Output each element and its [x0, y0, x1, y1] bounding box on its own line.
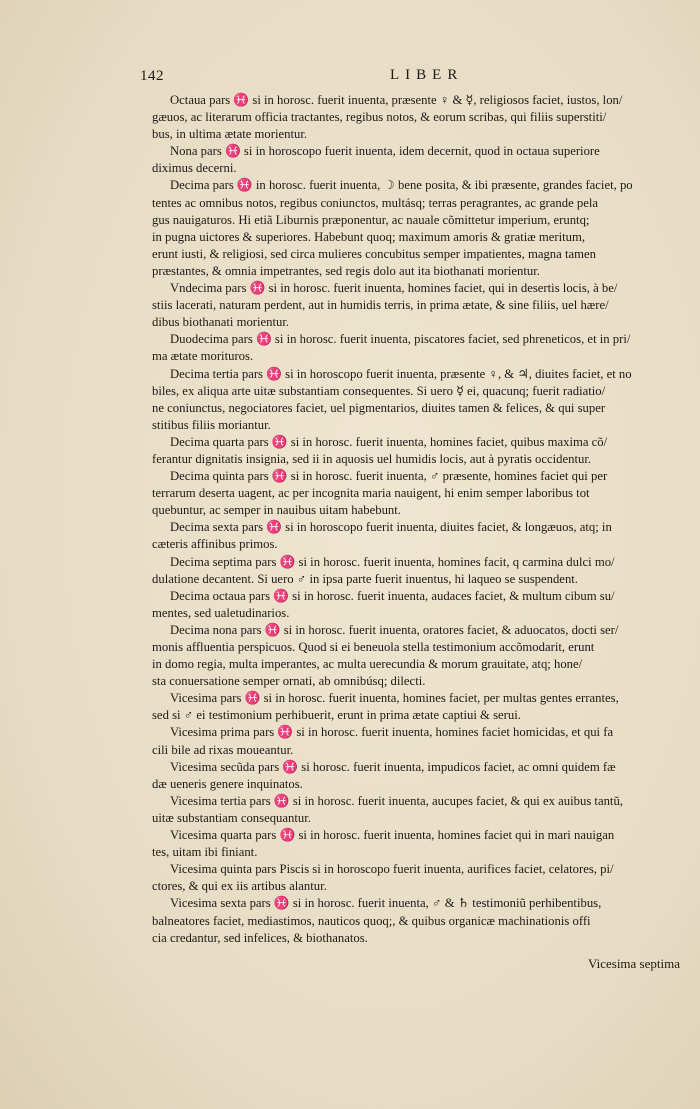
text-line: stitibus filiis moriantur.	[152, 417, 271, 432]
text-line: Decima tertia pars ♓ si in horoscopo fuerit inuenta, præsente ♀, & ♃, diuites faciet, et no	[170, 366, 632, 381]
text-line: balneatores faciet, mediastimos, nauticos quoq;, & quibus organicæ machinationis offi	[152, 913, 591, 928]
catchword: Vicesima septima	[588, 956, 680, 971]
text-line: Decima septima pars ♓ si in horosc. fuerit inuenta, homines facit, q carmina dulci mo/	[170, 554, 615, 569]
text-body	[152, 92, 678, 947]
text-line: Vicesima quinta pars Piscis si in horoscopo fuerit inuenta, aurifices faciet, celatores, pi/	[170, 862, 614, 877]
text-line: ma ætate morituros.	[152, 349, 254, 364]
text-line: ctores, & qui ex iis artibus alantur.	[152, 879, 327, 894]
text-line: monis affluentia perspicuos. Quod si ei beneuola stella testimonium accõmodarit, erunt	[152, 640, 595, 654]
text-line: Duodecima pars ♓ si in horosc. fuerit inuenta, piscatores faciet, sed phreneticos, et in pri/	[170, 332, 631, 347]
text-line: tentes ac omnibus notos, regibus coniunctos, multásq; terras peragrantes, ac grande pela	[152, 195, 599, 210]
text-line: Octaua pars ♓ si in horosc. fuerit inuenta, præsente ♀ & ☿, religiosos faciet, iustos, lon/	[170, 93, 623, 107]
text-line: Vndecima pars ♓ si in horosc. fuerit inuenta, homines faciet, qui in desertis locis, à be/	[170, 281, 618, 296]
text-line: mentes, sed ualetudinarios.	[152, 605, 290, 620]
text-line: quebuntur, ac semper in nauibus uitam habebunt.	[152, 503, 401, 518]
text-line: cili bile ad rixas moueantur.	[152, 742, 294, 757]
text-line: tes, uitam ibi finiant.	[152, 845, 258, 860]
text-line: stiis lacerati, naturam perdent, aut in humidis terris, in prima ætate, & sine filiis, uel hære/	[152, 298, 609, 313]
page-header	[140, 64, 660, 88]
text-line: Decima quarta pars ♓ si in horosc. fuerit inuenta, homines faciet, quibus maxima cõ/	[170, 434, 608, 449]
text-line: gus nauigaturos. Hi etiã Liburnis præponentur, ac nauale cõmittetur imperium, eruntq;	[152, 212, 590, 227]
text-line: ne coniunctus, negociatores faciet, uel pigmentarios, diuites tamen & felices, & qui super	[152, 400, 606, 415]
text-line: erunt iusti, & religiosi, sed circa mulieres concubitus semper impatientes, magna tamen	[152, 246, 596, 261]
text-line: dæ ueneris genere inquinatos.	[152, 776, 303, 791]
text-line: cia credantur, sed infelices, & biothanatos.	[152, 930, 368, 945]
text-line: Decima octaua pars ♓ si in horosc. fuerit inuenta, audaces faciet, & multum cibum su/	[170, 588, 615, 603]
text-line: Vicesima sexta pars ♓ si in horosc. fuerit inuenta, ♂ & ♄ testimoniũ perhibentibus,	[170, 896, 602, 911]
text-line: sta conuersatione semper ornati, ab omnibúsq; dilecti.	[152, 674, 426, 689]
text-line: cæteris affinibus primos.	[152, 537, 278, 552]
text-line: ferantur dignitatis insignia, sed ii in aquosis uel humidis locis, aut à pyratis occidentur.	[152, 451, 592, 466]
text-line: biles, ex aliqua arte uitæ substantiam consequentes. Si uero ☿ ei, quacunq; fuerit radiatio/	[152, 383, 606, 398]
text-line: Vicesima secũda pars ♓ si horosc. fuerit inuenta, impudicos faciet, ac omni quidem fæ	[170, 759, 616, 774]
text-line: Decima quinta pars ♓ si in horosc. fuerit inuenta, ♂ præsente, homines faciet qui per	[170, 469, 608, 484]
text-line: Decima pars ♓ in horosc. fuerit inuenta, ☽ bene posita, & ibi præsente, grandes faciet, po	[170, 178, 633, 193]
folio-number: 142	[140, 68, 164, 84]
text-line: dulatione decantent. Si uero ♂ in ipsa parte fuerit inuentus, hi laqueo se suspendent.	[152, 571, 578, 586]
text-line: Decima nona pars ♓ si in horosc. fuerit inuenta, oratores faciet, & aduocatos, docti ser/	[170, 622, 619, 637]
text-line: præstantes, & omnia impetrantes, sed regis dolo aut ita biothanati morientur.	[152, 263, 540, 278]
text-line: gæuos, ac literarum officia tractantes, regibus notos, & eorum scribas, qui filiis superstiti/	[152, 110, 607, 125]
text-line: Vicesima tertia pars ♓ si in horosc. fuerit inuenta, aucupes faciet, & qui ex auibus tantũ,	[170, 793, 623, 808]
text-line: sed si ♂ ei testimonium perhibuerit, erunt in prima ætate captiui & serui.	[152, 708, 521, 723]
text-line: in pugna uictores & superiores. Habebunt quoq; maximum amoris & gratiæ meritum,	[152, 229, 586, 244]
text-line: Vicesima pars ♓ si in horosc. fuerit inuenta, homines faciet, per multas gentes errantes,	[170, 691, 619, 706]
text-line: dibus biothanati morientur.	[152, 315, 290, 330]
text-line: Nona pars ♓ si in horoscopo fuerit inuenta, idem decernit, quod in octaua superiore	[170, 144, 600, 159]
text-line: Vicesima prima pars ♓ si in horosc. fuerit inuenta, homines faciet homicidas, et qui fa	[170, 725, 614, 740]
running-head: LIBER	[390, 67, 464, 83]
text-line: uitæ substantiam consequantur.	[152, 810, 311, 825]
text-line: bus, in ultima ætate morientur.	[152, 127, 308, 142]
text-line: in domo regia, multa imperantes, ac multa uerecundia & morum grauitate, atq; hone/	[152, 657, 583, 672]
text-line: Decima sexta pars ♓ si in horoscopo fuerit inuenta, diuites faciet, & longæuos, atq; in	[170, 520, 612, 535]
text-line: Vicesima quarta pars ♓ si in horosc. fuerit inuenta, homines faciet qui in mari nauigan	[170, 828, 615, 843]
text-line: terrarum deserta uagent, ac per incognita maria nauigent, hi enim semper laboribus tot	[152, 486, 590, 501]
text-line: diximus decerni.	[152, 161, 237, 176]
